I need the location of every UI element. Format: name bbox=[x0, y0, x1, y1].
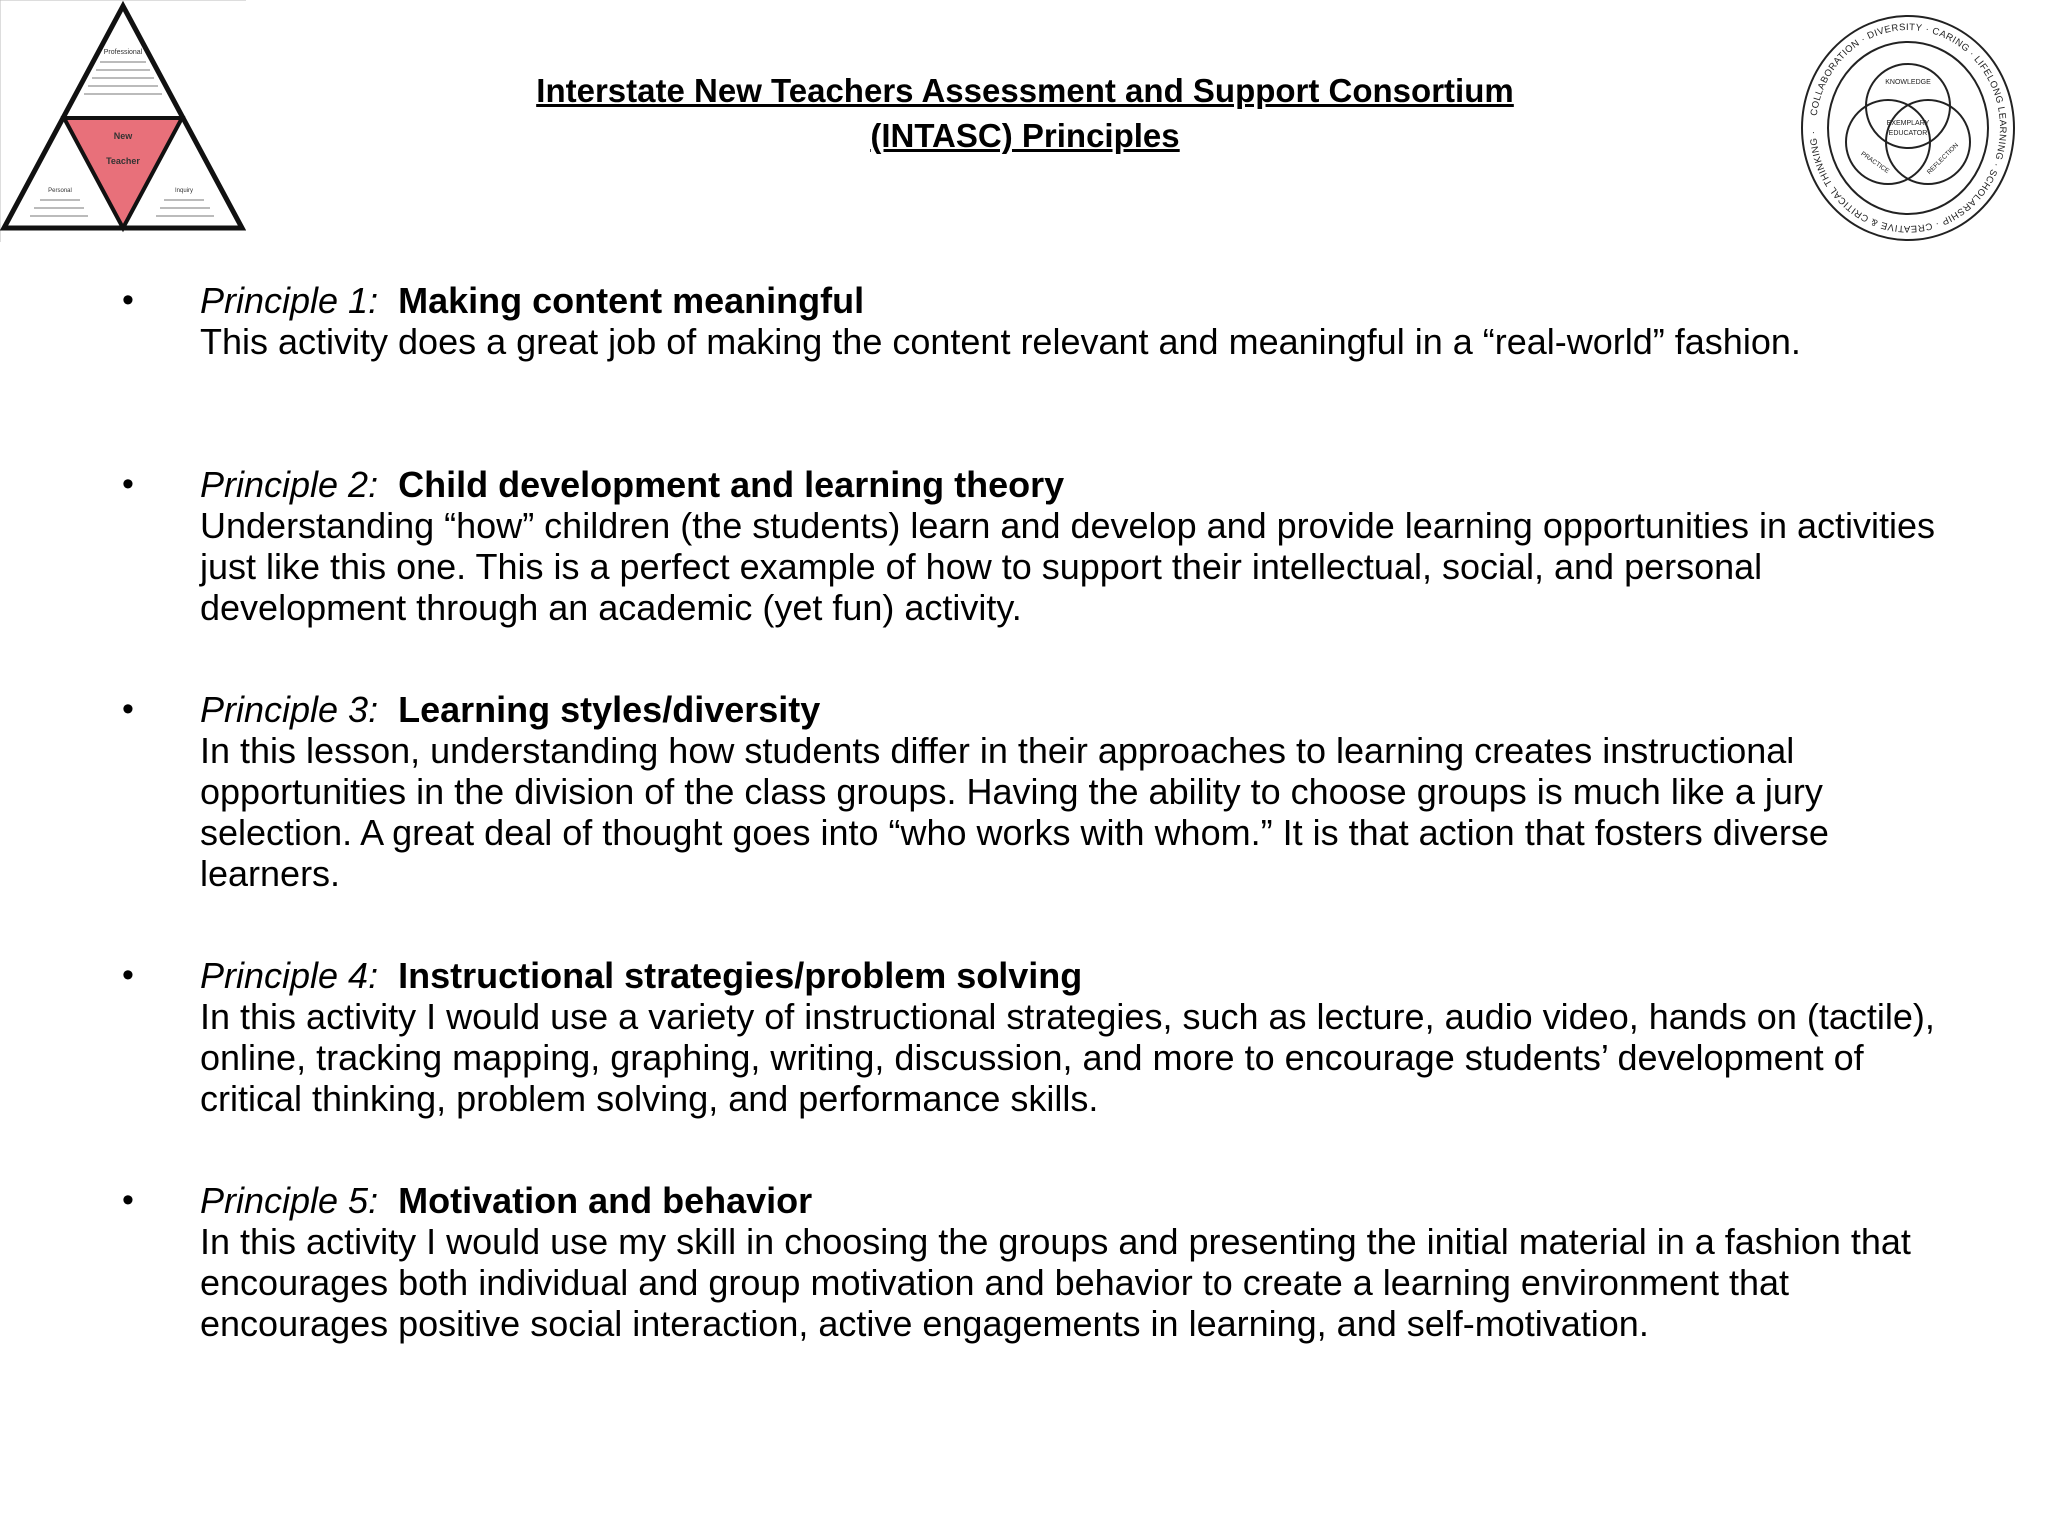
seal-practice-label: PRACTICE bbox=[1859, 150, 1891, 176]
principle-heading: Learning styles/diversity bbox=[398, 689, 821, 730]
principle-number: Principle 4: bbox=[200, 955, 379, 996]
principle-number: Principle 5: bbox=[200, 1180, 379, 1221]
principle-heading: Making content meaningful bbox=[398, 280, 865, 321]
principle-body: In this activity I would use my skill in choosing the groups and presenting the initial material in a fashion that encourages both individual and group motivation and behavior to create a learning environment that encourages positive social interaction, active engagements in learning, and self-motivation. bbox=[200, 1221, 1911, 1344]
triangle-center-label-2: Teacher bbox=[106, 156, 140, 166]
principle-body: In this lesson, understanding how students differ in their approaches to learning creates instructional opportunities in the division of the class groups. Having the ability to choose groups is much like a jury selection. A great deal of thought goes into “who works with whom.” It is that action that fosters diverse learners. bbox=[200, 730, 1829, 894]
bullet: • bbox=[122, 465, 134, 503]
principle-heading: Motivation and behavior bbox=[398, 1180, 813, 1221]
triangle-right-label: Inquiry bbox=[174, 188, 194, 194]
title-line-2: (INTASC) Principles bbox=[870, 117, 1180, 154]
principle-number: Principle 1: bbox=[200, 280, 379, 321]
triangle-left-label: Personal bbox=[48, 188, 72, 194]
seal-knowledge-label: KNOWLEDGE bbox=[1885, 79, 1931, 86]
principle-heading: Child development and learning theory bbox=[398, 464, 1065, 505]
principle-number: Principle 2: bbox=[200, 464, 379, 505]
triangle-top-label: Professional bbox=[103, 49, 143, 56]
bullet: • bbox=[122, 690, 134, 728]
bullet: • bbox=[122, 1181, 134, 1219]
seal-center-label-1: EXEMPLARY bbox=[1886, 120, 1930, 127]
title-line-1: Interstate New Teachers Assessment and Support Consortium bbox=[536, 72, 1514, 109]
seal-ring-text: COLLABORATION · DIVERSITY · CARING · LIFELONG LEARNING · SCHOLARSHIP · CREATIVE & CRITICAL THINKING · bbox=[1808, 21, 2009, 235]
seal-reflection-label: REFLECTION bbox=[1925, 141, 1960, 176]
principle-body: Understanding “how” children (the students) learn and develop and provide learning opportunities in activities just like this one. This is a perfect example of how to support their intellectual, social, and personal development through an academic (yet fun) activity. bbox=[200, 505, 1936, 628]
principle-body: In this activity I would use a variety of instructional strategies, such as lecture, audio video, hands on (tactile), online, tracking mapping, graphing, writing, discussion, and more to encourage students’ development of critical thinking, problem solving, and performance skills. bbox=[200, 996, 1935, 1119]
principle-number: Principle 3: bbox=[200, 689, 379, 730]
triangle-center-label-1: New bbox=[113, 131, 133, 141]
principle-heading: Instructional strategies/problem solving bbox=[398, 955, 1083, 996]
seal-center-label-2: EDUCATOR bbox=[1888, 130, 1928, 137]
principle-body: This activity does a great job of making the content relevant and meaningful in a “real-world” fashion. bbox=[200, 321, 1801, 362]
bullet: • bbox=[122, 956, 134, 994]
bullet: • bbox=[122, 281, 134, 319]
